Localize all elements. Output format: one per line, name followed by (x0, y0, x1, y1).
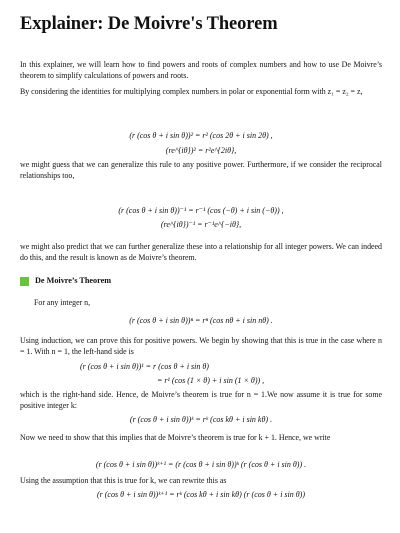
intro-paragraph: In this explainer, we will learn how to find powers and roots of complex numbers and how to use De Moivre’s theorem to simplify calculations of powers and roots. (20, 60, 382, 81)
equation-k-plus-one: (r (cos θ + i sin θ))ᵏ⁺¹ = (r (cos θ + i sin θ))ᵏ (r (cos θ + i sin θ)) . (95, 460, 307, 469)
base-case-paragraph: which is the right-hand side. Hence, de Moivre’s theorem is true for n = 1.We now assume it is true for some positive integer k: (20, 390, 382, 411)
equation-square-polar: (r (cos θ + i sin θ))² = r² (cos 2θ + i sin 2θ) , (129, 131, 273, 140)
equation-reciprocal-exponential: (re^{iθ})⁻¹ = r⁻¹e^{−iθ}, (160, 220, 242, 229)
generalize-paragraph: we might guess that we can generalize this rule to any positive power. Furthermore, if we consider the reciprocal relationships too, (20, 160, 382, 181)
equation-assumption: (r (cos θ + i sin θ))ᵏ = rᵏ (cos kθ + i sin kθ) . (129, 415, 273, 424)
equation-rewrite: (r (cos θ + i sin θ))ᵏ⁺¹ = rᵏ (cos kθ + i sin kθ) (r (cos θ + i sin θ)) (96, 490, 306, 499)
section-square-icon (20, 277, 29, 286)
induction-step-paragraph: Now we need to show that this implies that de Moivre’s theorem is true for k + 1. Hence, we write (20, 433, 331, 442)
identities-paragraph: By considering the identities for multiplying complex numbers in polar or exponential form with z₁ = z₂ = z, (20, 87, 363, 96)
page-title: Explainer: De Moivre's Theorem (20, 14, 278, 34)
equation-theorem: (r (cos θ + i sin θ))ⁿ = rⁿ (cos nθ + i sin nθ) . (129, 316, 273, 325)
theorem-intro: For any integer n, (34, 298, 91, 307)
induction-paragraph: Using induction, we can prove this for positive powers. We begin by showing that this is true in the case where n = 1. With n = 1, the left-hand side is (20, 336, 382, 357)
equation-reciprocal-polar: (r (cos θ + i sin θ))⁻¹ = r⁻¹ (cos (−θ) + i sin (−θ)) , (118, 206, 284, 215)
integer-powers-paragraph: we might also predict that we can further generalize these into a relationship for all integer powers. We can indeed do this, and the result is known as de Moivre’s theorem. (20, 242, 382, 263)
rewrite-paragraph: Using the assumption that this is true for k, we can rewrite this as (20, 476, 227, 485)
equation-square-exponential: (re^{iθ})² = r²e^{2iθ}, (165, 146, 237, 155)
equation-base-case-line2: = r¹ (cos (1 × θ) + i sin (1 × θ)) , (157, 376, 265, 385)
section-title: De Moivre’s Theorem (35, 276, 112, 285)
equation-base-case-line1: (r (cos θ + i sin θ))¹ = r (cos θ + i sin θ) (80, 362, 209, 371)
